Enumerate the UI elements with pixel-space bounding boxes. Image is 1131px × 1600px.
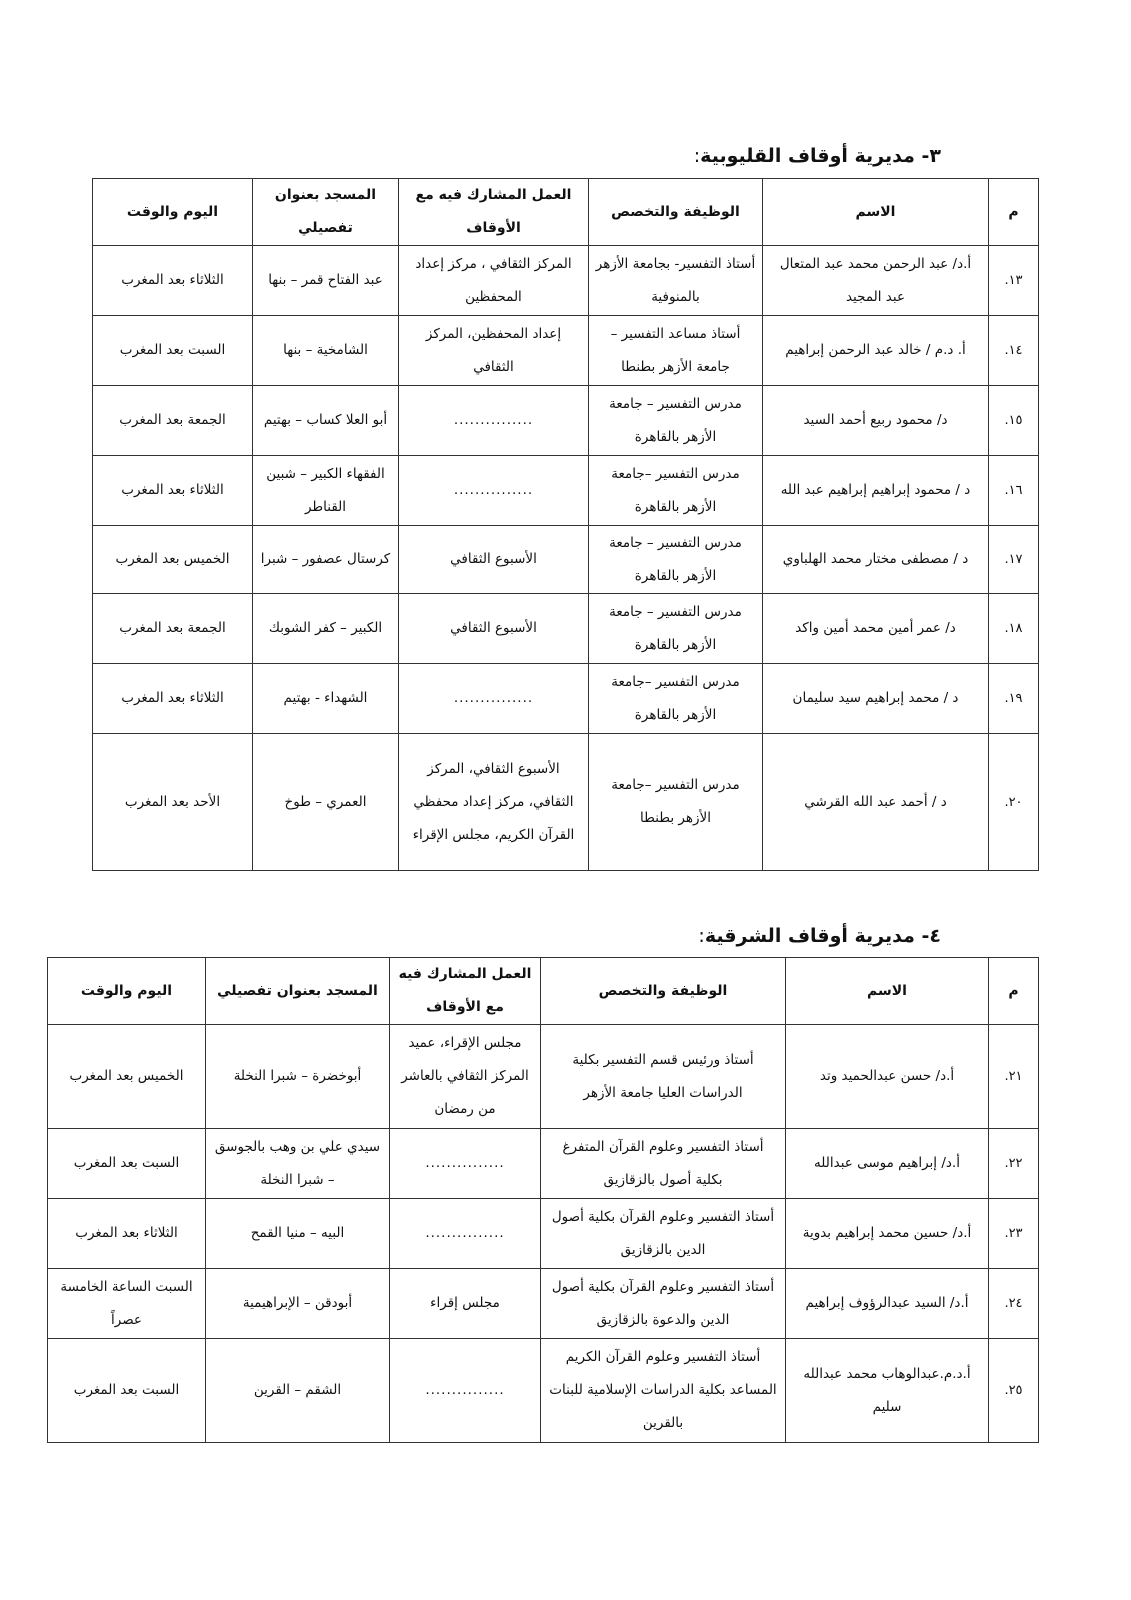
cell-position: مدرس التفسير – جامعة الأزهر بالقاهرة bbox=[589, 386, 763, 456]
header-participation: العمل المشارك فيه مع الأوقاف bbox=[390, 958, 541, 1025]
cell-number: ١٣. bbox=[989, 246, 1039, 316]
cell-name: د / محمود إبراهيم إبراهيم عبد الله bbox=[763, 456, 989, 526]
header-name: الاسم bbox=[786, 958, 989, 1025]
cell-position: مدرس التفسير –جامعة الأزهر بالقاهرة bbox=[589, 664, 763, 734]
cell-participation: ............... bbox=[390, 1199, 541, 1269]
cell-name: أ. د.م / خالد عبد الرحمن إبراهيم bbox=[763, 316, 989, 386]
header-row bbox=[93, 179, 1039, 246]
table-row bbox=[48, 1025, 1039, 1129]
cell-position: مدرس التفسير – جامعة الأزهر بالقاهرة bbox=[589, 526, 763, 594]
cell-participation: المركز الثقافي ، مركز إعداد المحفظين bbox=[399, 246, 589, 316]
cell-number: ٢١. bbox=[989, 1025, 1039, 1129]
title-colon: : bbox=[693, 145, 701, 167]
cell-mosque: أبودقن – الإبراهيمية bbox=[206, 1269, 390, 1339]
cell-day-time: الخميس بعد المغرب bbox=[48, 1025, 206, 1129]
table-row bbox=[93, 594, 1039, 664]
section-title-sharqia bbox=[698, 925, 941, 947]
cell-mosque: سيدي علي بن وهب بالجوسق – شبرا النخلة bbox=[206, 1129, 390, 1199]
cell-position: أستاذ مساعد التفسير – جامعة الأزهر بطنطا bbox=[589, 316, 763, 386]
header-mosque: المسجد بعنوان تفصيلي bbox=[253, 179, 399, 246]
cell-position: أستاذ ورئيس قسم التفسير بكلية الدراسات العليا جامعة الأزهر bbox=[541, 1025, 786, 1129]
cell-day-time: السبت بعد المغرب bbox=[93, 316, 253, 386]
header-mosque: المسجد بعنوان تفصيلي bbox=[206, 958, 390, 1025]
table-row bbox=[93, 456, 1039, 526]
cell-position: مدرس التفسير –جامعة الأزهر بالقاهرة bbox=[589, 456, 763, 526]
cell-mosque: الفقهاء الكبير – شبين القناطر bbox=[253, 456, 399, 526]
cell-number: ٢٤. bbox=[989, 1269, 1039, 1339]
cell-name: د/ محمود ربيع أحمد السيد bbox=[763, 386, 989, 456]
cell-number: ١٤. bbox=[989, 316, 1039, 386]
qalyubia-table bbox=[92, 178, 1039, 871]
cell-participation: الأسبوع الثقافي bbox=[399, 526, 589, 594]
cell-day-time: الأحد بعد المغرب bbox=[93, 734, 253, 871]
title-colon: : bbox=[698, 925, 705, 947]
cell-mosque: البيه – منيا القمح bbox=[206, 1199, 390, 1269]
header-position: الوظيفة والتخصص bbox=[541, 958, 786, 1025]
cell-name: أ.د/ حسن عبدالحميد وتد bbox=[786, 1025, 989, 1129]
table-row bbox=[93, 316, 1039, 386]
cell-mosque: الشامخية – بنها bbox=[253, 316, 399, 386]
cell-participation: ............... bbox=[390, 1129, 541, 1199]
cell-number: ١٥. bbox=[989, 386, 1039, 456]
cell-mosque: عبد الفتاح قمر – بنها bbox=[253, 246, 399, 316]
cell-position: أستاذ التفسير وعلوم القرآن بكلية أصول الدين بالزقازيق bbox=[541, 1199, 786, 1269]
header-participation: العمل المشارك فيه مع الأوقاف bbox=[399, 179, 589, 246]
table-row bbox=[93, 734, 1039, 871]
cell-position: أستاذ التفسير- بجامعة الأزهر بالمنوفية bbox=[589, 246, 763, 316]
cell-name: أ.د/ إبراهيم موسى عبدالله bbox=[786, 1129, 989, 1199]
header-number: م bbox=[989, 958, 1039, 1025]
cell-position: أستاذ التفسير وعلوم القرآن الكريم المساعد بكلية الدراسات الإسلامية للبنات بالقرين bbox=[541, 1339, 786, 1443]
title-text: ٤- مديرية أوقاف الشرقية bbox=[704, 925, 941, 947]
cell-participation: إعداد المحفظين، المركز الثقافي bbox=[399, 316, 589, 386]
title-text: ٣- مديرية أوقاف القليوبية bbox=[700, 145, 941, 167]
cell-name: أ.د.م.عبدالوهاب محمد عبدالله سليم bbox=[786, 1339, 989, 1443]
cell-day-time: الثلاثاء بعد المغرب bbox=[93, 664, 253, 734]
cell-participation: ............... bbox=[399, 664, 589, 734]
table-row bbox=[93, 664, 1039, 734]
cell-number: ١٧. bbox=[989, 526, 1039, 594]
cell-position: مدرس التفسير – جامعة الأزهر بالقاهرة bbox=[589, 594, 763, 664]
cell-day-time: السبت الساعة الخامسة عصراً bbox=[48, 1269, 206, 1339]
table-row bbox=[48, 1129, 1039, 1199]
cell-number: ٢٢. bbox=[989, 1129, 1039, 1199]
cell-position: أستاذ التفسير وعلوم القرآن المتفرغ بكلية أصول بالزقازيق bbox=[541, 1129, 786, 1199]
cell-mosque: أبوخضرة – شبرا النخلة bbox=[206, 1025, 390, 1129]
cell-position: أستاذ التفسير وعلوم القرآن بكلية أصول الدين والدعوة بالزقازيق bbox=[541, 1269, 786, 1339]
cell-day-time: الثلاثاء بعد المغرب bbox=[48, 1199, 206, 1269]
cell-name: د / أحمد عبد الله القرشي bbox=[763, 734, 989, 871]
section-title-qalyubia bbox=[694, 145, 941, 167]
cell-mosque: الكبير – كفر الشوبك bbox=[253, 594, 399, 664]
cell-mosque: العمري – طوخ bbox=[253, 734, 399, 871]
table-row bbox=[48, 1339, 1039, 1443]
cell-mosque: أبو العلا كساب – بهتيم bbox=[253, 386, 399, 456]
header-name: الاسم bbox=[763, 179, 989, 246]
cell-day-time: الثلاثاء بعد المغرب bbox=[93, 456, 253, 526]
cell-position: مدرس التفسير –جامعة الأزهر بطنطا bbox=[589, 734, 763, 871]
cell-participation: الأسبوع الثقافي، المركز الثقافي، مركز إعداد محفظي القرآن الكريم، مجلس الإقراء bbox=[399, 734, 589, 871]
cell-number: ١٦. bbox=[989, 456, 1039, 526]
header-position: الوظيفة والتخصص bbox=[589, 179, 763, 246]
cell-day-time: الجمعة بعد المغرب bbox=[93, 386, 253, 456]
table-row bbox=[48, 1199, 1039, 1269]
table-row bbox=[93, 246, 1039, 316]
cell-name: د / محمد إبراهيم سيد سليمان bbox=[763, 664, 989, 734]
cell-participation: ............... bbox=[399, 456, 589, 526]
cell-day-time: الجمعة بعد المغرب bbox=[93, 594, 253, 664]
cell-day-time: السبت بعد المغرب bbox=[48, 1129, 206, 1199]
cell-name: د / مصطفى مختار محمد الهلباوي bbox=[763, 526, 989, 594]
table-row bbox=[93, 386, 1039, 456]
cell-name: أ.د/ عبد الرحمن محمد عبد المتعال عبد المجيد bbox=[763, 246, 989, 316]
cell-name: د/ عمر أمين محمد أمين واكد bbox=[763, 594, 989, 664]
table-row bbox=[48, 1269, 1039, 1339]
cell-day-time: السبت بعد المغرب bbox=[48, 1339, 206, 1443]
cell-day-time: الخميس بعد المغرب bbox=[93, 526, 253, 594]
sharqia-table bbox=[47, 957, 1039, 1443]
cell-number: ٢٠. bbox=[989, 734, 1039, 871]
header-day-time: اليوم والوقت bbox=[93, 179, 253, 246]
cell-number: ٢٥. bbox=[989, 1339, 1039, 1443]
cell-number: ٢٣. bbox=[989, 1199, 1039, 1269]
header-day-time: اليوم والوقت bbox=[48, 958, 206, 1025]
cell-participation: الأسبوع الثقافي bbox=[399, 594, 589, 664]
cell-day-time: الثلاثاء بعد المغرب bbox=[93, 246, 253, 316]
cell-mosque: كرستال عصفور – شبرا bbox=[253, 526, 399, 594]
cell-mosque: الشهداء - بهتيم bbox=[253, 664, 399, 734]
cell-mosque: الشقم – القرين bbox=[206, 1339, 390, 1443]
cell-name: أ.د/ حسين محمد إبراهيم بدوية bbox=[786, 1199, 989, 1269]
cell-participation: ............... bbox=[390, 1339, 541, 1443]
cell-name: أ.د/ السيد عبدالرؤوف إبراهيم bbox=[786, 1269, 989, 1339]
cell-number: ١٩. bbox=[989, 664, 1039, 734]
cell-participation: مجلس إقراء bbox=[390, 1269, 541, 1339]
cell-number: ١٨. bbox=[989, 594, 1039, 664]
cell-participation: ............... bbox=[399, 386, 589, 456]
table-row bbox=[93, 526, 1039, 594]
header-row bbox=[48, 958, 1039, 1025]
header-number: م bbox=[989, 179, 1039, 246]
cell-participation: مجلس الإقراء، عميد المركز الثقافي بالعاشر من رمضان bbox=[390, 1025, 541, 1129]
